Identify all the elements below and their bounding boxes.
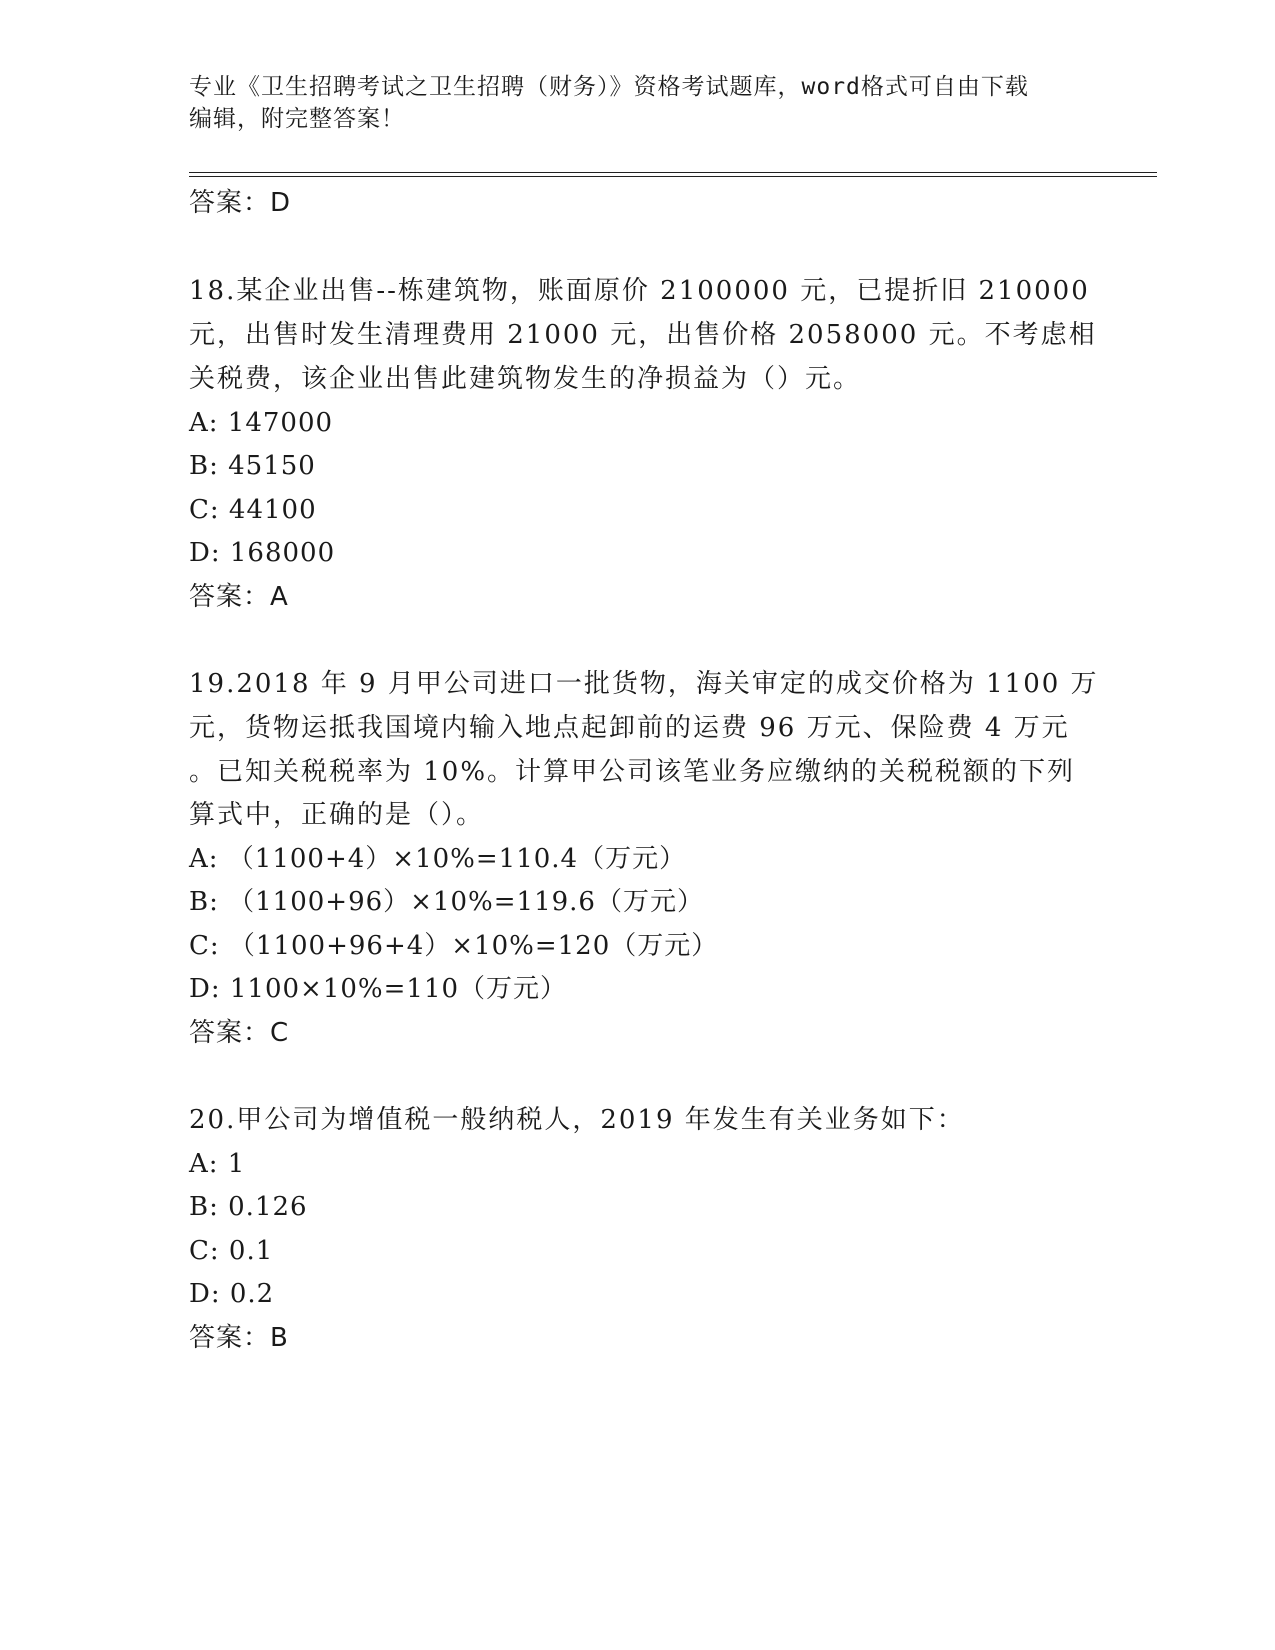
answer-label: 答案：: [189, 582, 271, 612]
option-a: A: 1: [189, 1149, 246, 1179]
option-c: C: 0.1: [189, 1236, 274, 1266]
option-d: D: 0.2: [189, 1279, 275, 1309]
answer-value: D: [270, 188, 292, 218]
question-text-line: 18.某企业出售--栋建筑物，账面原价 2100000 元，已提折旧 210000: [189, 276, 1090, 306]
header-rule-top: [189, 172, 1157, 173]
answer-value: A: [270, 582, 289, 612]
answer-value: C: [270, 1018, 290, 1048]
question-text-line: 元，出售时发生清理费用 21000 元，出售价格 2058000 元。不考虑相: [189, 320, 1097, 350]
option-b: B: 0.126: [189, 1192, 308, 1222]
answer-label: 答案：: [189, 1018, 271, 1048]
question-text-line: 19.2018 年 9 月甲公司进口一批货物，海关审定的成交价格为 1100 万: [189, 669, 1099, 699]
answer-label: 答案：: [189, 188, 271, 218]
option-c: C: 44100: [189, 495, 317, 525]
question-text-line: 20.甲公司为增值税一般纳税人，2019 年发生有关业务如下：: [189, 1105, 965, 1135]
document-header-line-1: 专业《卫生招聘考试之卫生招聘（财务）》资格考试题库，word格式可自由下载: [189, 74, 1029, 100]
answer: [189, 1321, 289, 1355]
answer: [189, 580, 289, 614]
option-d: D: 168000: [189, 538, 336, 568]
previous-answer: [189, 186, 291, 220]
answer: [189, 1016, 289, 1050]
option-b: B: 45150: [189, 451, 316, 481]
question-text-line: 元，货物运抵我国境内输入地点起卸前的运费 96 万元、保险费 4 万元: [189, 713, 1070, 743]
option-a: A: （1100+4）×10%=110.4（万元）: [189, 844, 687, 874]
question-text-line: 关税费，该企业出售此建筑物发生的净损益为（）元。: [189, 364, 862, 394]
option-b: B: （1100+96）×10%=119.6（万元）: [189, 887, 704, 917]
option-a: A: 147000: [189, 408, 334, 438]
option-d: D: 1100×10%=110（万元）: [189, 974, 568, 1004]
question-text-line: 算式中，正确的是（）。: [189, 800, 485, 830]
answer-value: B: [270, 1323, 289, 1353]
answer-label: 答案：: [189, 1323, 271, 1353]
header-rule-bottom: [189, 176, 1157, 177]
document-header-line-2: 编辑，附完整答案！: [189, 106, 405, 132]
option-c: C: （1100+96+4）×10%=120（万元）: [189, 931, 719, 961]
question-text-line: 。已知关税税率为 10%。计算甲公司该笔业务应缴纳的关税税额的下列: [189, 757, 1076, 787]
